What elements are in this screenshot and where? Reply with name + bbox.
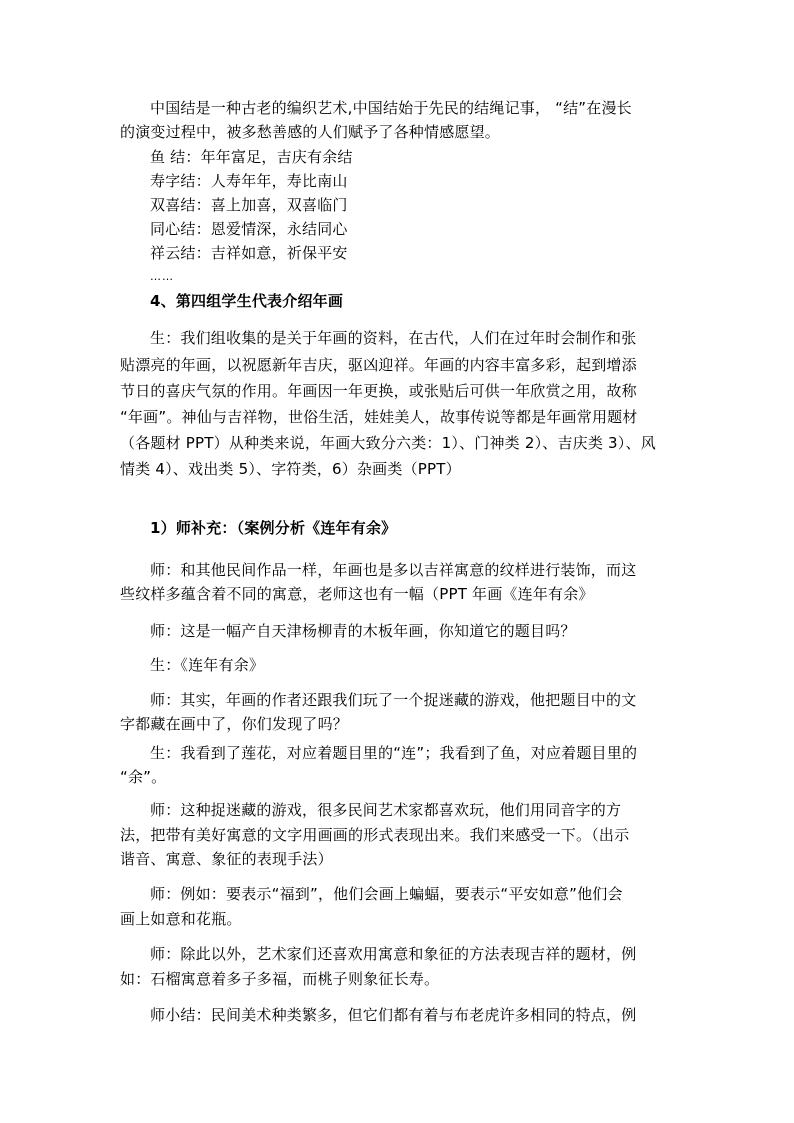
text-line: “年画”。神仙与吉祥物，世俗生活，娃娃美人，故事传说等都是年画常用题材 <box>120 408 638 426</box>
text-line: 节日的喜庆气氛的作用。年画因一年更换，或张贴后可供一年欣赏之用，故称 <box>120 382 637 400</box>
text-line: 生：我看到了莲花，对应着题目里的“连”；我看到了鱼，对应着题目里的 <box>150 744 638 762</box>
text-line: 师：这种捉迷藏的游戏，很多民间艺术家都喜欢玩，他们用同音字的方 <box>150 801 622 819</box>
text-line: 祥云结：吉祥如意，祈保平安 <box>150 244 348 262</box>
text-line: 生：《连年有余》 <box>150 656 265 674</box>
text-line: 画上如意和花瓶。 <box>120 910 242 928</box>
text-line: 生：我们组收集的是关于年画的资料，在古代，人们在过年时会制作和张 <box>150 329 637 347</box>
text-line: 师小结：民间美术种类繁多，但它们都有着与布老虎许多相同的特点，例 <box>150 1006 637 1024</box>
text-line: 法，把带有美好寓意的文字用画画的形式表现出来。我们来感受一下。（出示 <box>120 826 630 844</box>
text-line: （各题材 PPT）从种类来说，年画大致分六类：1）、门神类 2）、吉庆类 3）、风 <box>120 434 656 452</box>
text-line: 谐音、寓意、象征的表现手法） <box>120 850 333 868</box>
text-line: 师：和其他民间作品一样，年画也是多以吉祥寓意的纹样进行装饰，而这 <box>150 561 637 579</box>
text-line: 鱼 结：年年富足，吉庆有余结 <box>150 148 353 166</box>
section-heading: 4、第四组学生代表介绍年画 <box>150 292 344 310</box>
text-line: 师：其实，年画的作者还跟我们玩了一个捉迷藏的游戏，他把题目中的文 <box>150 691 637 709</box>
text-line: 如：石榴寓意着多子多福，而桃子则象征长寿。 <box>120 970 440 988</box>
text-line: 字都藏在画中了，你们发现了吗？ <box>120 715 349 733</box>
subsection-heading: 1）师补充：（案例分析《连年有余》 <box>150 519 397 537</box>
text-line: 情类 4）、戏出类 5）、字符类，6）杂画类（PPT） <box>120 460 461 478</box>
text-line: 师：这是一幅产自天津杨柳青的木板年画，你知道它的题目吗？ <box>150 622 576 640</box>
ellipsis: …… <box>150 270 174 283</box>
text-line: 中国结是一种古老的编织艺术,中国结始于先民的结绳记事， “结”在漫长 <box>150 99 632 117</box>
text-line: 贴漂亮的年画，以祝愿新年吉庆，驱凶迎祥。年画的内容丰富多彩，起到增添 <box>120 356 637 374</box>
text-line: 师：例如：要表示“福到”，他们会画上蝙蝠，要表示“平安如意”他们会 <box>150 885 623 903</box>
text-line: 师：除此以外，艺术家们还喜欢用寓意和象征的方法表现吉祥的题材，例 <box>150 945 637 963</box>
text-line: 的演变过程中，被多愁善感的人们赋予了各种情感愿望。 <box>120 123 501 141</box>
text-line: “余”。 <box>120 768 167 786</box>
text-line: 双喜结：喜上加喜，双喜临门 <box>150 196 348 214</box>
text-line: 些纹样多蕴含着不同的寓意，老师这也有一幅（PPT 年画《连年有余》 <box>120 585 594 603</box>
text-line: 同心结：恩爱情深，永结同心 <box>150 220 348 238</box>
text-line: 寿字结：人寿年年，寿比南山 <box>150 172 348 190</box>
